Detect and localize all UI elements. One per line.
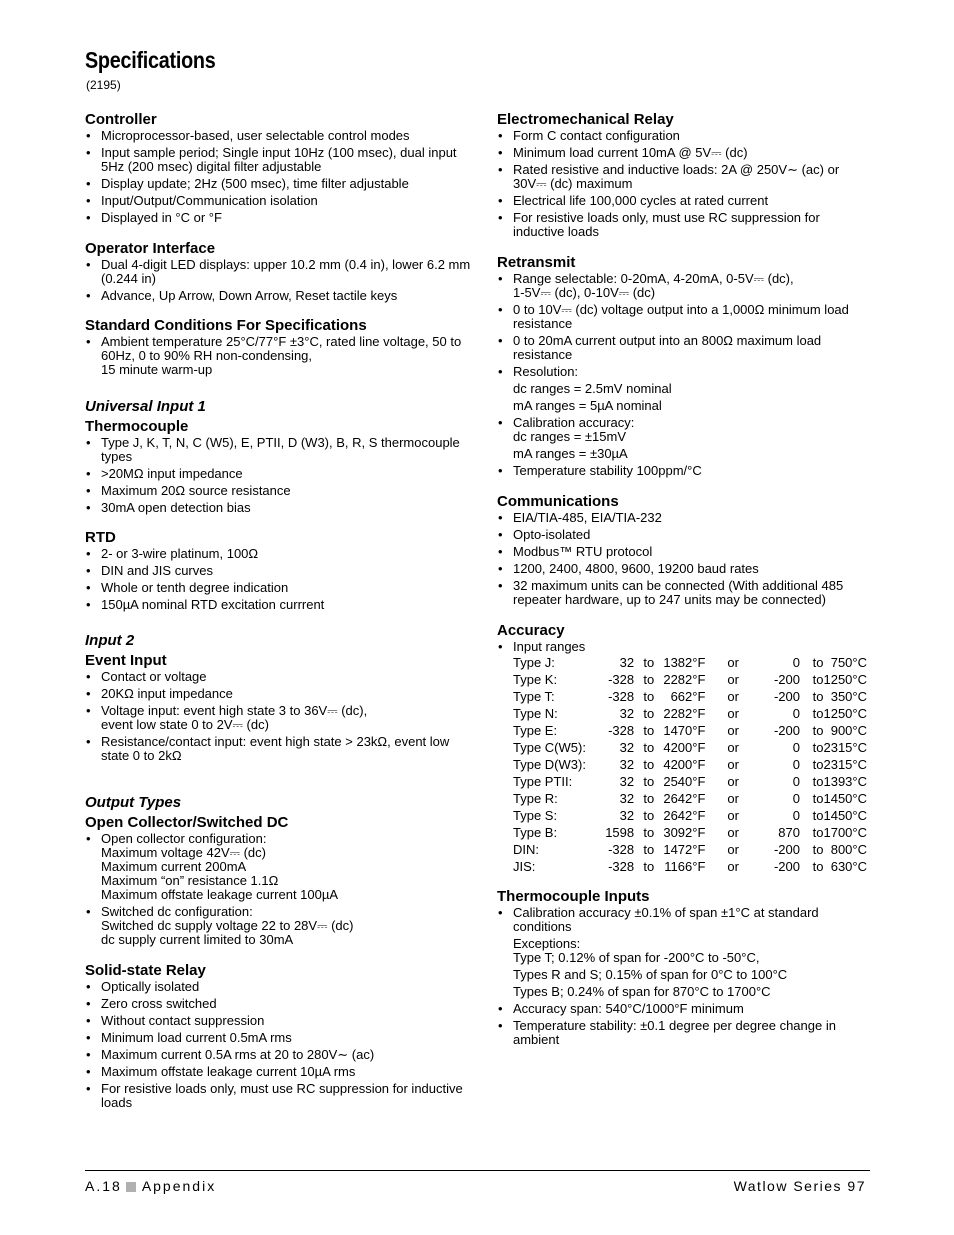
open-collector-list bbox=[85, 832, 475, 947]
accuracy-to: to bbox=[812, 825, 824, 840]
accuracy-c-low: -200 bbox=[773, 672, 800, 687]
list-item: • Maximum offstate leakage current 10µA rms bbox=[85, 1065, 475, 1079]
communications-list bbox=[497, 511, 867, 607]
list-item: • 30mA open detection bias bbox=[85, 501, 475, 515]
open-collector-line: Maximum offstate leakage current 100µA bbox=[101, 887, 339, 902]
thermocouple-heading: Thermocouple bbox=[85, 418, 189, 435]
accuracy-c-high: 630°C bbox=[830, 859, 867, 874]
controller-heading: Controller bbox=[85, 111, 157, 128]
list-item: • Displayed in °C or °F bbox=[85, 211, 475, 225]
accuracy-or: or bbox=[727, 672, 739, 687]
accuracy-to: to bbox=[643, 672, 655, 687]
accuracy-c-low: 0 bbox=[792, 791, 800, 806]
page-number: A.18 bbox=[85, 1178, 122, 1194]
accuracy-f-high: 3092°F bbox=[663, 825, 706, 840]
list-item: • Accuracy span: 540°C/1000°F minimum bbox=[497, 1002, 867, 1016]
accuracy-to: to bbox=[643, 808, 655, 823]
accuracy-list bbox=[497, 640, 867, 654]
accuracy-to: to bbox=[812, 672, 824, 687]
list-item: • Advance, Up Arrow, Down Arrow, Reset tactile keys bbox=[85, 289, 475, 303]
retransmit-heading: Retransmit bbox=[497, 254, 576, 271]
list-item: • Modbus™ RTU protocol bbox=[497, 545, 867, 559]
list-item: • 2- or 3-wire platinum, 100Ω bbox=[85, 547, 475, 561]
list-item: • 20KΩ input impedance bbox=[85, 687, 475, 701]
accuracy-f-high: 2642°F bbox=[663, 791, 706, 806]
list-item: • Minimum load current 0.5mA rms bbox=[85, 1031, 475, 1045]
resolution-ma: mA ranges = 5µA nominal bbox=[513, 398, 662, 413]
list-item bbox=[85, 704, 475, 732]
square-separator-icon bbox=[126, 1182, 136, 1192]
retransmit-range: Range selectable: 0-20mA, 4-20mA, 0-5V⎓ (dc), bbox=[513, 271, 794, 286]
accuracy-f-low: 32 bbox=[619, 791, 635, 806]
exception-types-r-s: Types R and S; 0.15% of span for 0°C to 100°C bbox=[513, 967, 788, 982]
calibration-ma: mA ranges = ±30µA bbox=[513, 446, 628, 461]
accuracy-c-low: 0 bbox=[792, 757, 800, 772]
table-row bbox=[513, 705, 867, 722]
operator-interface-heading: Operator Interface bbox=[85, 240, 216, 257]
list-item: • Zero cross switched bbox=[85, 997, 475, 1011]
footer-divider bbox=[85, 1170, 870, 1171]
list-item: • Maximum current 0.5A rms at 20 to 280V∼ (ac) bbox=[85, 1048, 475, 1062]
accuracy-or: or bbox=[727, 706, 739, 721]
standard-conditions-warmup: 15 minute warm-up bbox=[101, 362, 213, 377]
exceptions-label: Exceptions: bbox=[513, 936, 581, 951]
accuracy-to: to bbox=[812, 842, 824, 857]
open-collector-line: • Open collector configuration: bbox=[101, 831, 267, 846]
universal-input-title: Universal Input 1 bbox=[85, 398, 206, 415]
accuracy-f-low: 1598 bbox=[605, 825, 635, 840]
list-item bbox=[497, 906, 867, 999]
accuracy-c-high: 1700°C bbox=[823, 825, 867, 840]
accuracy-c-low: 0 bbox=[792, 740, 800, 755]
accuracy-c-high: 350°C bbox=[830, 689, 867, 704]
accuracy-to: to bbox=[643, 825, 655, 840]
standard-conditions-text: Ambient temperature 25°C/77°F ±3°C, rated line voltage, 50 to 60Hz, 0 to 90% RH non-condensing, bbox=[101, 334, 462, 363]
accuracy-c-low: 0 bbox=[792, 808, 800, 823]
accuracy-to: to bbox=[812, 808, 824, 823]
list-item: • Maximum 20Ω source resistance bbox=[85, 484, 475, 498]
accuracy-table-body bbox=[513, 654, 867, 875]
thermocouple-list bbox=[85, 436, 475, 515]
standard-conditions-list bbox=[85, 335, 475, 377]
accuracy-f-high: 2282°F bbox=[663, 706, 706, 721]
table-row bbox=[513, 722, 867, 739]
list-item: • Contact or voltage bbox=[85, 670, 475, 684]
accuracy-c-high: 750°C bbox=[830, 655, 867, 670]
operator-interface-list bbox=[85, 258, 475, 303]
open-collector-line: Maximum current 200mA bbox=[101, 859, 247, 874]
accuracy-c-low: -200 bbox=[773, 689, 800, 704]
accuracy-c-low: 0 bbox=[792, 774, 800, 789]
electromechanical-relay-heading: Electromechanical Relay bbox=[497, 111, 674, 128]
accuracy-type: Type C(W5): bbox=[513, 740, 586, 755]
accuracy-to: to bbox=[643, 689, 655, 704]
exception-type-b: Types B; 0.24% of span for 870°C to 1700°C bbox=[513, 984, 771, 999]
accuracy-c-low: -200 bbox=[773, 842, 800, 857]
thermocouple-inputs-heading: Thermocouple Inputs bbox=[497, 888, 650, 905]
rtd-heading: RTD bbox=[85, 529, 116, 546]
accuracy-to: to bbox=[812, 774, 824, 789]
list-item: • Electrical life 100,000 cycles at rated current bbox=[497, 194, 867, 208]
list-item: • Input/Output/Communication isolation bbox=[85, 194, 475, 208]
voltage-low-state: event low state 0 to 2V⎓ (dc) bbox=[101, 717, 269, 732]
accuracy-f-high: 2282°F bbox=[663, 672, 706, 687]
section-name: Appendix bbox=[141, 1178, 217, 1194]
accuracy-heading: Accuracy bbox=[497, 622, 565, 639]
table-row bbox=[513, 841, 867, 858]
accuracy-f-high: 4200°F bbox=[663, 740, 706, 755]
accuracy-c-low: 0 bbox=[792, 655, 800, 670]
footer-page-label bbox=[85, 1178, 216, 1194]
list-item: • Type J, K, T, N, C (W5), E, PTII, D (W3), B, R, S thermocouple types bbox=[85, 436, 475, 464]
accuracy-f-high: 4200°F bbox=[663, 757, 706, 772]
accuracy-c-high: 800°C bbox=[830, 842, 867, 857]
accuracy-type: Type J: bbox=[513, 655, 555, 670]
list-item: • Optically isolated bbox=[85, 980, 475, 994]
output-types-title: Output Types bbox=[85, 794, 182, 811]
accuracy-c-high: 1393°C bbox=[823, 774, 867, 789]
rtd-list bbox=[85, 547, 475, 612]
retransmit-range-cont: 1-5V⎓ (dc), 0-10V⎓ (dc) bbox=[513, 285, 656, 300]
accuracy-f-high: 662°F bbox=[670, 689, 706, 704]
list-item: • Input sample period; Single input 10Hz (100 msec), dual input 5Hz (200 msec) digital filter adjustable bbox=[85, 146, 475, 174]
list-item: • Temperature stability: ±0.1 degree per degree change in ambient bbox=[497, 1019, 867, 1047]
accuracy-to: to bbox=[643, 791, 655, 806]
accuracy-or: or bbox=[727, 859, 739, 874]
accuracy-f-low: -328 bbox=[608, 723, 635, 738]
accuracy-c-high: 2315°C bbox=[823, 757, 867, 772]
accuracy-f-low: -328 bbox=[608, 842, 635, 857]
accuracy-f-high: 1382°F bbox=[663, 655, 706, 670]
list-item: • Input ranges bbox=[497, 640, 867, 654]
list-item: • 0 to 20mA current output into an 800Ω maximum load resistance bbox=[497, 334, 867, 362]
list-item: • DIN and JIS curves bbox=[85, 564, 475, 578]
accuracy-to: to bbox=[643, 740, 655, 755]
accuracy-to: to bbox=[643, 757, 655, 772]
list-item: • 150µA nominal RTD excitation currrent bbox=[85, 598, 475, 612]
accuracy-c-low: -200 bbox=[773, 723, 800, 738]
accuracy-type: Type R: bbox=[513, 791, 558, 806]
accuracy-to: to bbox=[812, 791, 824, 806]
table-row bbox=[513, 739, 867, 756]
accuracy-type: Type T: bbox=[513, 689, 555, 704]
open-collector-line: Maximum voltage 42V⎓ (dc) bbox=[101, 845, 266, 860]
accuracy-f-low: 32 bbox=[619, 808, 635, 823]
event-input-heading: Event Input bbox=[85, 652, 167, 669]
controller-list bbox=[85, 129, 475, 225]
table-row bbox=[513, 756, 867, 773]
accuracy-c-high: 1450°C bbox=[823, 791, 867, 806]
calibration-accuracy: Calibration accuracy ±0.1% of span ±1°C at standard conditions bbox=[513, 905, 819, 934]
list-item: • 1200, 2400, 4800, 9600, 19200 baud rates bbox=[497, 562, 867, 576]
accuracy-c-low: 0 bbox=[792, 706, 800, 721]
accuracy-to: to bbox=[643, 842, 655, 857]
accuracy-type: DIN: bbox=[513, 842, 539, 857]
accuracy-or: or bbox=[727, 757, 739, 772]
accuracy-to: to bbox=[643, 655, 655, 670]
accuracy-f-high: 1166°F bbox=[664, 859, 706, 874]
accuracy-f-low: 32 bbox=[619, 740, 635, 755]
calibration-label: Calibration accuracy: bbox=[513, 415, 635, 430]
list-item: • Form C contact configuration bbox=[497, 129, 867, 143]
table-row bbox=[513, 654, 867, 671]
list-item bbox=[85, 832, 475, 902]
page-title: Specifications bbox=[85, 47, 216, 73]
accuracy-c-high: 2315°C bbox=[823, 740, 867, 755]
calibration-dc: dc ranges = ±15mV bbox=[513, 429, 627, 444]
accuracy-f-low: -328 bbox=[608, 859, 635, 874]
input-2-title: Input 2 bbox=[85, 632, 135, 649]
right-column bbox=[497, 110, 867, 1050]
accuracy-type: Type D(W3): bbox=[513, 757, 586, 772]
accuracy-type: JIS: bbox=[513, 859, 536, 874]
accuracy-c-high: 1250°C bbox=[823, 672, 867, 687]
accuracy-type: Type B: bbox=[513, 825, 558, 840]
exception-type-t: Type T; 0.12% of span for -200°C to -50°C, bbox=[513, 950, 760, 965]
list-item: • >20MΩ input impedance bbox=[85, 467, 475, 481]
list-item: • EIA/TIA-485, EIA/TIA-232 bbox=[497, 511, 867, 525]
switched-dc-line: Switched dc supply voltage 22 to 28V⎓ (dc) bbox=[101, 918, 354, 933]
solid-state-relay-heading: Solid-state Relay bbox=[85, 962, 206, 979]
footer-product-name: Watlow Series 97 bbox=[733, 1178, 866, 1194]
accuracy-c-low: -200 bbox=[773, 859, 800, 874]
accuracy-c-high: 1450°C bbox=[823, 808, 867, 823]
accuracy-table bbox=[513, 654, 867, 875]
accuracy-or: or bbox=[727, 791, 739, 806]
list-item: • Whole or tenth degree indication bbox=[85, 581, 475, 595]
accuracy-to: to bbox=[643, 859, 655, 874]
accuracy-or: or bbox=[727, 723, 739, 738]
list-item: • Without contact suppression bbox=[85, 1014, 475, 1028]
event-input-list bbox=[85, 670, 475, 763]
accuracy-to: to bbox=[812, 689, 824, 704]
accuracy-to: to bbox=[812, 723, 824, 738]
list-item: • For resistive loads only, must use RC suppression for inductive loads bbox=[85, 1082, 475, 1110]
accuracy-to: to bbox=[643, 774, 655, 789]
list-item: • 0 to 10V⎓ (dc) voltage output into a 1,000Ω minimum load resistance bbox=[497, 303, 867, 331]
accuracy-to: to bbox=[643, 706, 655, 721]
accuracy-type: Type PTII: bbox=[513, 774, 573, 789]
open-collector-heading: Open Collector/Switched DC bbox=[85, 814, 289, 831]
thermocouple-inputs-list bbox=[497, 906, 867, 1047]
switched-dc-line: dc supply current limited to 30mA bbox=[101, 932, 294, 947]
accuracy-f-low: 32 bbox=[619, 774, 635, 789]
accuracy-to: to bbox=[812, 706, 824, 721]
list-item: • Dual 4-digit LED displays: upper 10.2 mm (0.4 in), lower 6.2 mm (0.244 in) bbox=[85, 258, 475, 286]
accuracy-f-low: 32 bbox=[619, 655, 635, 670]
solid-state-relay-list bbox=[85, 980, 475, 1110]
list-item: • Minimum load current 10mA @ 5V⎓ (dc) bbox=[497, 146, 867, 160]
table-row bbox=[513, 807, 867, 824]
accuracy-c-high: 900°C bbox=[830, 723, 867, 738]
accuracy-or: or bbox=[727, 842, 739, 857]
table-row bbox=[513, 773, 867, 790]
accuracy-type: Type S: bbox=[513, 808, 558, 823]
standard-conditions-heading: Standard Conditions For Specifications bbox=[85, 317, 367, 334]
resolution-label: Resolution: bbox=[513, 364, 579, 379]
list-item: • 32 maximum units can be connected (With additional 485 repeater hardware, up to 247 units may be connected) bbox=[497, 579, 867, 607]
list-item: • Opto-isolated bbox=[497, 528, 867, 542]
list-item: • Microprocessor-based, user selectable control modes bbox=[85, 129, 475, 143]
resolution-dc: dc ranges = 2.5mV nominal bbox=[513, 381, 672, 396]
switched-dc-line: • Switched dc configuration: bbox=[101, 904, 253, 919]
communications-heading: Communications bbox=[497, 493, 619, 510]
list-item: • Temperature stability 100ppm/°C bbox=[497, 464, 867, 478]
document-number: (2195) bbox=[86, 78, 121, 92]
left-column bbox=[85, 110, 475, 1113]
accuracy-to: to bbox=[812, 655, 824, 670]
accuracy-to: to bbox=[812, 859, 824, 874]
accuracy-or: or bbox=[727, 774, 739, 789]
table-row bbox=[513, 824, 867, 841]
accuracy-to: to bbox=[643, 723, 655, 738]
accuracy-c-high: 1250°C bbox=[823, 706, 867, 721]
list-item: • For resistive loads only, must use RC suppression for inductive loads bbox=[497, 211, 867, 239]
accuracy-type: Type N: bbox=[513, 706, 558, 721]
accuracy-f-high: 2540°F bbox=[663, 774, 706, 789]
accuracy-type: Type K: bbox=[513, 672, 558, 687]
electromechanical-relay-list bbox=[497, 129, 867, 239]
accuracy-c-low: 870 bbox=[778, 825, 800, 840]
table-row bbox=[513, 671, 867, 688]
accuracy-f-high: 1472°F bbox=[663, 842, 706, 857]
accuracy-or: or bbox=[727, 740, 739, 755]
table-row bbox=[513, 688, 867, 705]
accuracy-to: to bbox=[812, 757, 824, 772]
list-item bbox=[85, 335, 475, 377]
list-item: • Resistance/contact input: event high state > 23kΩ, event low state 0 to 2kΩ bbox=[85, 735, 475, 763]
list-item bbox=[497, 272, 867, 300]
list-item bbox=[497, 416, 867, 461]
voltage-high-state: Voltage input: event high state 3 to 36V⎓ (dc), bbox=[101, 703, 368, 718]
accuracy-f-low: -328 bbox=[608, 672, 635, 687]
retransmit-list bbox=[497, 272, 867, 478]
open-collector-line: Maximum “on” resistance 1.1Ω bbox=[101, 873, 279, 888]
accuracy-f-high: 2642°F bbox=[663, 808, 706, 823]
accuracy-f-low: 32 bbox=[619, 757, 635, 772]
accuracy-or: or bbox=[727, 689, 739, 704]
list-item: • Display update; 2Hz (500 msec), time filter adjustable bbox=[85, 177, 475, 191]
accuracy-f-low: 32 bbox=[619, 706, 635, 721]
accuracy-or: or bbox=[727, 808, 739, 823]
list-item bbox=[85, 905, 475, 947]
list-item: • Rated resistive and inductive loads: 2A @ 250V∼ (ac) or 30V⎓ (dc) maximum bbox=[497, 163, 867, 191]
accuracy-or: or bbox=[727, 655, 739, 670]
accuracy-type: Type E: bbox=[513, 723, 558, 738]
accuracy-f-low: -328 bbox=[608, 689, 635, 704]
list-item bbox=[497, 365, 867, 413]
accuracy-or: or bbox=[727, 825, 739, 840]
table-row bbox=[513, 858, 867, 875]
table-row bbox=[513, 790, 867, 807]
accuracy-f-high: 1470°F bbox=[663, 723, 706, 738]
accuracy-to: to bbox=[812, 740, 824, 755]
